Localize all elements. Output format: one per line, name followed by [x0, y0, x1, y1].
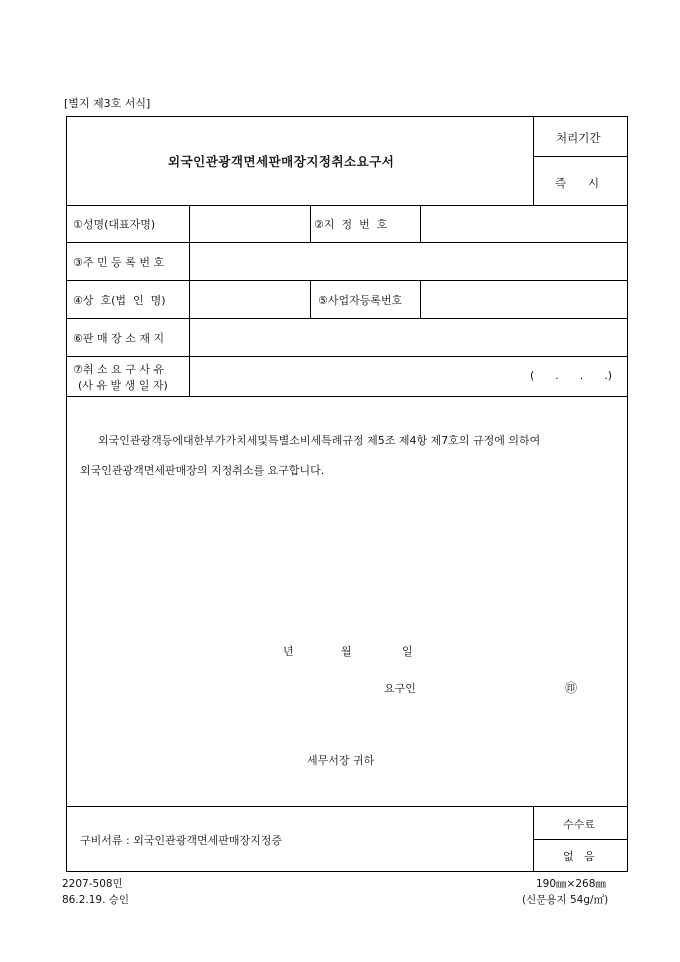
paper-size: 190㎜×268㎜	[536, 878, 606, 890]
processing-period-header: 처리기간	[556, 131, 601, 145]
divider	[533, 156, 628, 157]
divider	[66, 318, 628, 319]
divider	[66, 396, 628, 397]
incident-date-label: (사 유 발 생 일 자)	[78, 379, 168, 392]
divider	[189, 205, 190, 396]
divider	[66, 356, 628, 357]
addressee: 세무서장 귀하	[307, 754, 375, 767]
divider	[420, 280, 421, 318]
fee-value: 없 음	[563, 850, 595, 863]
name-label: ①성명(대표자명)	[73, 218, 156, 231]
paper-type: (신문용지 54g/㎡)	[522, 894, 609, 906]
required-documents: 구비서류 : 외국인관광객면세판매장지정증	[80, 834, 282, 847]
resident-number-label: ③주 민 등 록 번 호	[73, 256, 165, 269]
seal-mark: ㊞	[565, 681, 578, 695]
divider	[310, 280, 311, 318]
divider	[533, 806, 534, 872]
cancel-reason-label: ⑦취 소 요 구 사 유	[73, 363, 165, 376]
divider	[533, 839, 628, 840]
divider	[66, 280, 628, 281]
divider	[66, 806, 628, 807]
incident-date-value: ( . . .)	[530, 369, 613, 382]
divider	[533, 116, 534, 205]
store-address-label: ⑥판 매 장 소 재 지	[73, 332, 165, 345]
request-statement-line2: 외국인관광객면세판매장의 지정취소를 요구합니다.	[80, 464, 325, 477]
form-title: 외국인관광객면세판매장지정취소요구서	[168, 154, 395, 169]
requester-label: 요구인	[384, 682, 416, 695]
business-registration-label: ⑤사업자등록번호	[318, 294, 403, 307]
designation-number-label: ②지 정 번 호	[314, 218, 388, 231]
form-number-label: [별지 제3호 서식]	[64, 97, 151, 110]
request-statement-line1: 외국인관광객등에대한부가가치세및특별소비세특례규정 제5조 제4항 제7호의 규정에 의하여	[98, 434, 541, 447]
processing-period-value: 즉 시	[555, 176, 600, 190]
trade-name-label: ④상 호(법 인 명)	[73, 294, 166, 307]
approval-date: 86.2.19. 승인	[62, 894, 130, 906]
date-year: 년	[283, 645, 294, 658]
date-day: 일	[402, 645, 413, 658]
divider	[310, 205, 311, 242]
divider	[66, 205, 628, 206]
fee-header: 수수료	[563, 818, 595, 831]
divider	[66, 242, 628, 243]
approval-number: 2207-508민	[62, 878, 123, 890]
date-month: 월	[341, 645, 352, 658]
divider	[420, 205, 421, 242]
